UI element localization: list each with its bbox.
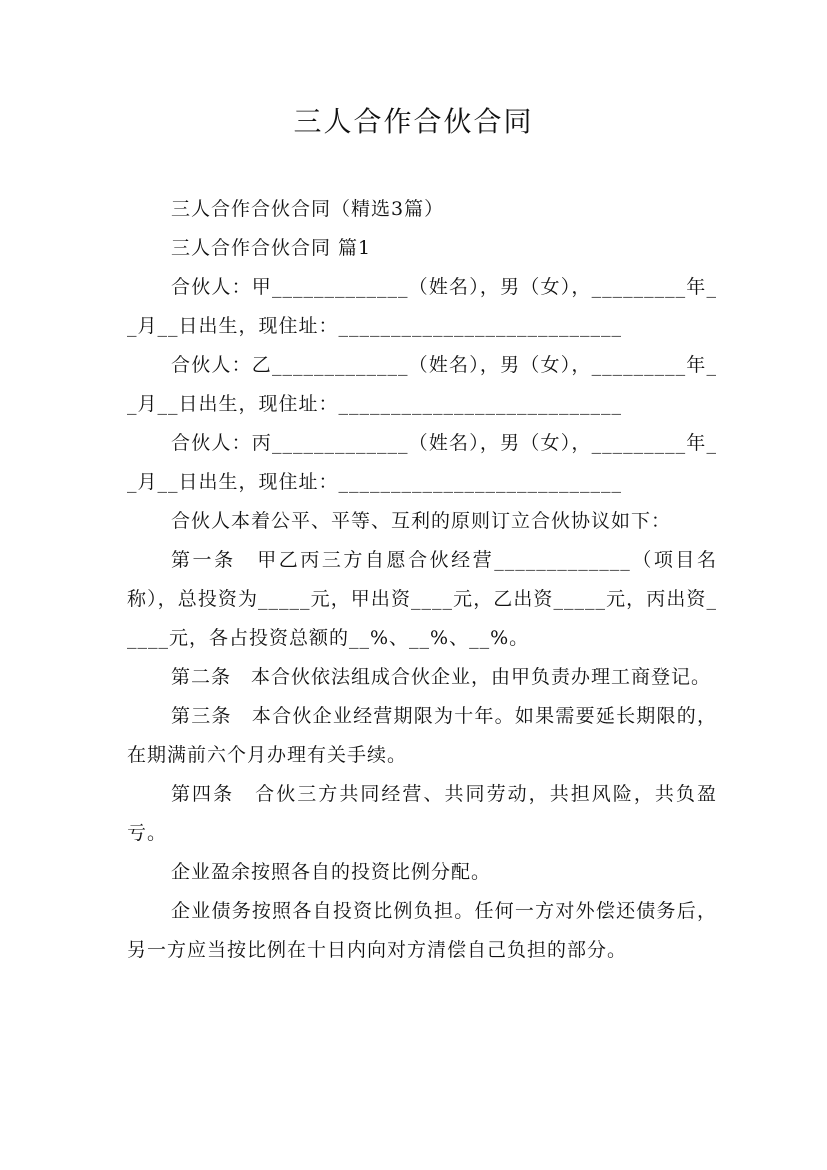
paragraph-partner-b: 合伙人：乙_____________（姓名），男（女），_________年__月__日出生，现住址：___________________________ [127,354,717,415]
paragraph-debt-allocation: 企业债务按照各自投资比例负担。任何一方对外偿还债务后，另一方应当按比例在十日内向对方清偿自己负担的部分。 [127,900,717,961]
document-title: 三人合作合伙合同 [293,105,534,138]
paragraph-article-4: 第四条 合伙三方共同经营、共同劳动，共担风险，共负盈亏。 [127,783,717,844]
paragraph-article-2: 第二条 本合伙依法组成合伙企业，由甲负责办理工商登记。 [171,666,712,688]
paragraph-partner-c: 合伙人：丙_____________（姓名），男（女），_________年__月__日出生，现住址：___________________________ [127,432,717,493]
document-body [127,190,717,970]
paragraph-partner-a: 合伙人：甲_____________（姓名），男（女），_________年__月__日出生，现住址：___________________________ [127,276,717,337]
paragraph-profit-distribution: 企业盈余按照各自的投资比例分配。 [171,861,492,883]
paragraph-article-1: 第一条 甲乙丙三方自愿合伙经营_____________（项目名称），总投资为_____元，甲出资____元，乙出资_____元，丙出资_____元，各占投资总额的__%、__%、__%。 [127,549,717,649]
paragraph-section-heading: 三人合作合伙合同 篇1 [171,237,372,259]
paragraph-article-3: 第三条 本合伙企业经营期限为十年。如果需要延长期限的，在期满前六个月办理有关手续。 [127,705,717,766]
paragraph-subtitle: 三人合作合伙合同（精选3篇） [171,198,445,220]
paragraph-agreement-intro: 合伙人本着公平、平等、互利的原则订立合伙协议如下： [171,510,672,532]
